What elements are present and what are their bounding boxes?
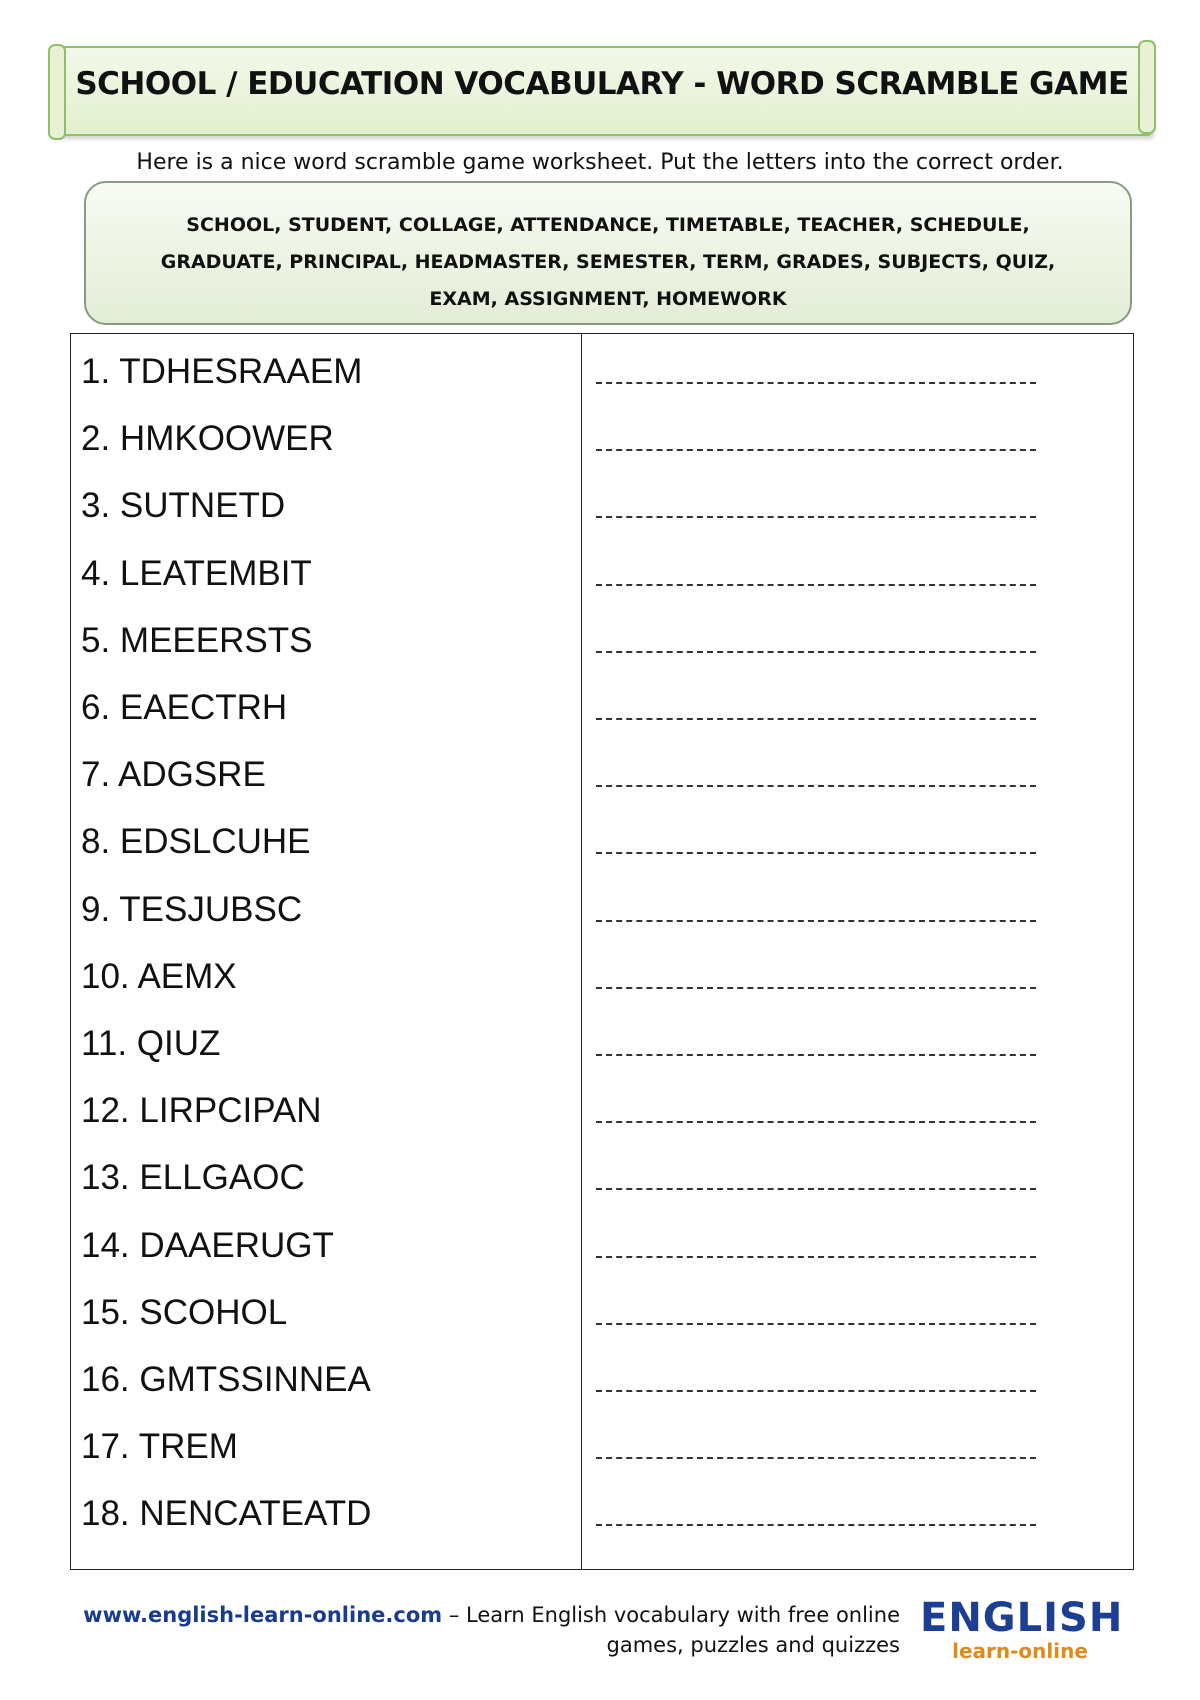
answer-line[interactable] — [596, 920, 1036, 922]
answer-line[interactable] — [596, 651, 1036, 653]
answer-line[interactable] — [596, 584, 1036, 586]
scramble-table — [70, 333, 1134, 1570]
footer-text — [50, 1600, 900, 1660]
scrambled-word: 14. DAAERUGT — [81, 1225, 334, 1265]
scrambled-word: 10. AEMX — [81, 956, 237, 996]
footer-url[interactable]: www.english-learn-online.com — [83, 1603, 443, 1627]
scrambled-word: 11. QIUZ — [81, 1024, 221, 1063]
word-bank-list — [146, 207, 1070, 318]
scrambled-word: 7. ADGSRE — [81, 755, 266, 795]
scrambled-word: 17. TREM — [81, 1427, 238, 1467]
answer-line[interactable] — [596, 1323, 1036, 1325]
answer-line[interactable] — [596, 1054, 1036, 1056]
answer-line[interactable] — [596, 987, 1036, 989]
footer-tagline-1: – Learn English vocabulary with free online — [442, 1603, 900, 1627]
instruction-text: Here is a nice word scramble game worksheet. Put the letters into the correct order. — [136, 150, 1064, 175]
answer-line[interactable] — [596, 1188, 1036, 1190]
scramble-row — [71, 1484, 1133, 1551]
scramble-row — [71, 880, 1133, 947]
answer-line[interactable] — [596, 852, 1036, 854]
scramble-row — [71, 544, 1133, 611]
scrambled-word: 5. MEEERSTS — [81, 620, 313, 660]
answer-line[interactable] — [596, 785, 1036, 787]
scramble-row — [71, 1148, 1133, 1215]
scramble-row — [71, 1283, 1133, 1350]
scrambled-word: 15. SCOHOL — [81, 1292, 288, 1332]
scrambled-word: 2. HMKOOWER — [81, 419, 334, 459]
scramble-row — [71, 678, 1133, 745]
scrambled-word: 8. EDSLCUHE — [81, 822, 311, 862]
scramble-row — [71, 745, 1133, 812]
scramble-row — [71, 1014, 1133, 1081]
answer-line[interactable] — [596, 1256, 1036, 1258]
answer-line[interactable] — [596, 1457, 1036, 1459]
scrambled-word: 6. EAECTRH — [81, 688, 288, 727]
logo-sub: learn-online — [952, 1639, 1088, 1663]
scrambled-word: 3. SUTNETD — [81, 486, 286, 526]
word-bank-line-2: GRADUATE, PRINCIPAL, HEADMASTER, SEMESTER, TERM, GRADES, SUBJECTS, QUIZ, — [160, 251, 1056, 273]
scramble-row — [71, 476, 1133, 543]
answer-line[interactable] — [596, 1390, 1036, 1392]
answer-line[interactable] — [596, 1121, 1036, 1123]
footer-tagline-2: games, puzzles and quizzes — [606, 1633, 900, 1657]
scrambled-word: 18. NENCATEATD — [81, 1494, 372, 1534]
scrambled-word: 4. LEATEMBIT — [81, 553, 312, 593]
scramble-row — [71, 1081, 1133, 1148]
scrambled-word: 1. TDHESRAAEM — [81, 352, 363, 391]
scrambled-word: 13. ELLGAOC — [81, 1158, 305, 1198]
scramble-row — [71, 1216, 1133, 1283]
scramble-row — [71, 947, 1133, 1014]
word-bank — [84, 181, 1132, 325]
title-banner — [52, 46, 1152, 136]
scramble-row — [71, 1350, 1133, 1417]
scramble-row — [71, 409, 1133, 476]
scrambled-word: 9. TESJUBSC — [81, 889, 303, 929]
scramble-row — [71, 611, 1133, 678]
answer-line[interactable] — [596, 516, 1036, 518]
scramble-row — [71, 1417, 1133, 1484]
scrambled-word: 16. GMTSSINNEA — [81, 1360, 371, 1399]
scrambled-word: 12. LIRPCIPAN — [81, 1091, 322, 1131]
brand-logo — [920, 1595, 1124, 1663]
page-title: SCHOOL / EDUCATION VOCABULARY - WORD SCRAMBLE GAME — [75, 66, 1129, 102]
scramble-row — [71, 342, 1133, 409]
word-bank-line-3: EXAM, ASSIGNMENT, HOMEWORK — [429, 288, 787, 310]
word-bank-line-1: SCHOOL, STUDENT, COLLAGE, ATTENDANCE, TIMETABLE, TEACHER, SCHEDULE, — [186, 214, 1030, 236]
answer-line[interactable] — [596, 718, 1036, 720]
answer-line[interactable] — [596, 449, 1036, 451]
answer-line[interactable] — [596, 382, 1036, 384]
logo-main: ENGLISH — [920, 1595, 1124, 1641]
scramble-row — [71, 812, 1133, 879]
answer-line[interactable] — [596, 1524, 1036, 1526]
